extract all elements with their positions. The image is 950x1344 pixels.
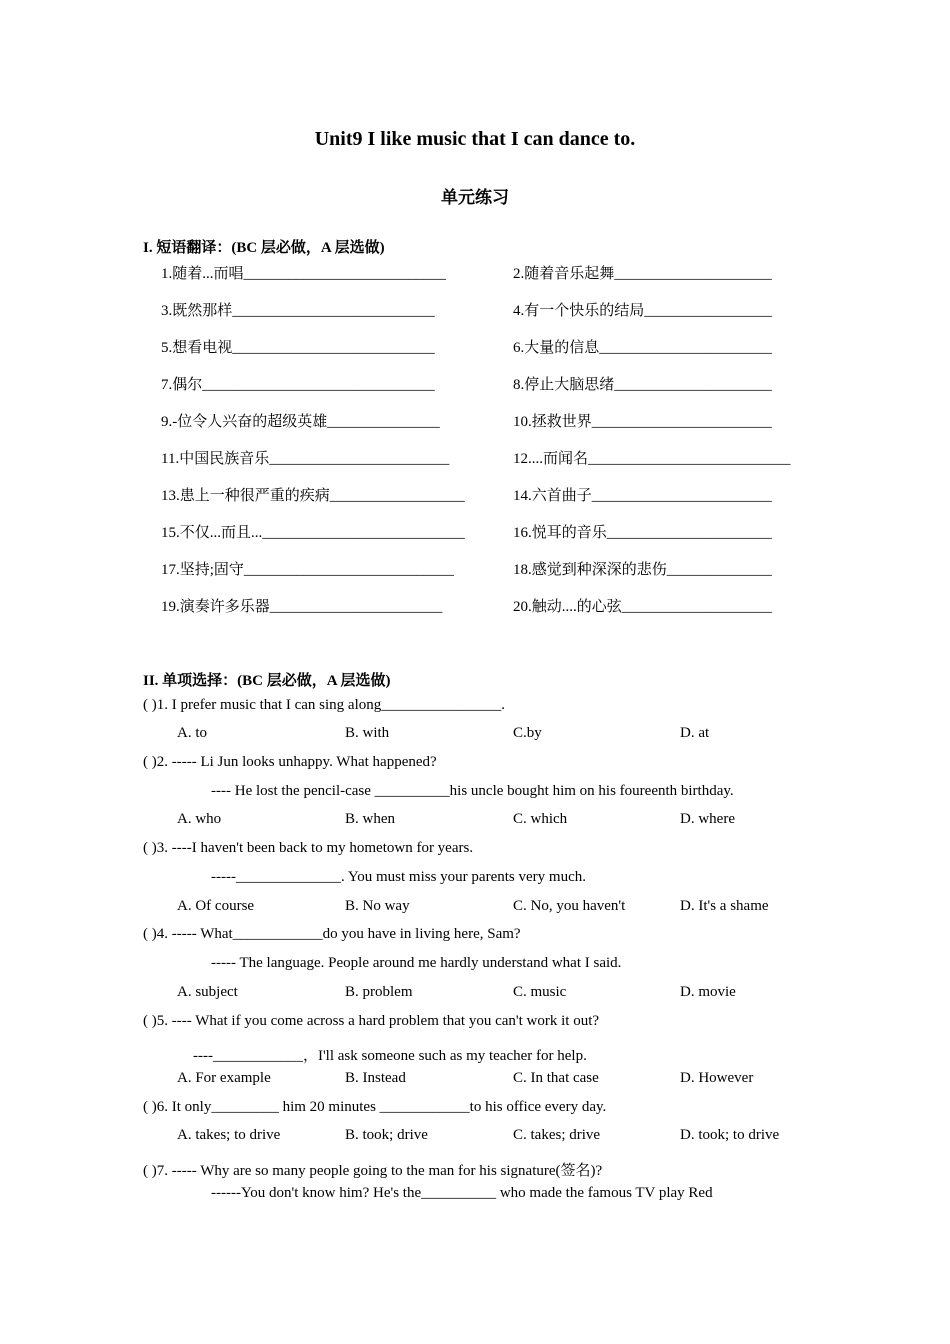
phrase-item: 20.触动....的心弦____________________ — [513, 599, 772, 615]
option-a: A. takes; to drive — [177, 1127, 281, 1143]
option-a: A. Of course — [177, 898, 255, 914]
option-a: A. who — [177, 811, 222, 827]
option-c: C. In that case — [513, 1070, 599, 1086]
option-d: D. However — [680, 1070, 754, 1086]
option-b: B. when — [345, 811, 395, 827]
phrase-item: 3.既然那样___________________________ — [161, 303, 435, 319]
phrase-item: 10.拯救世界________________________ — [513, 414, 772, 430]
phrase-item: 4.有一个快乐的结局_________________ — [513, 303, 772, 319]
option-b: B. took; drive — [345, 1127, 428, 1143]
option-d: D. It's a shame — [680, 898, 769, 914]
question-line2: ----- The language. People around me hardly understand what I said. — [211, 955, 622, 971]
question-stem: ( )2. ----- Li Jun looks unhappy. What happened? — [143, 754, 437, 770]
phrase-item: 9.-位令人兴奋的超级英雄_______________ — [161, 414, 440, 430]
phrase-item: 7.偶尔_______________________________ — [161, 377, 435, 393]
document-subtitle: 单元练习 — [441, 188, 509, 207]
option-a: A. to — [177, 725, 207, 741]
question-stem: ( )5. ---- What if you come across a hard problem that you can't work it out? — [143, 1013, 600, 1029]
phrase-item: 17.坚持;固守____________________________ — [161, 562, 454, 578]
phrase-item: 12....而闻名___________________________ — [513, 451, 791, 467]
section2-heading: II. 单项选择：(BC 层必做，A 层选做) — [143, 673, 391, 689]
question-stem: ( )7. ----- Why are so many people going to the man for his signature(签名)? — [143, 1163, 603, 1179]
phrase-item: 6.大量的信息_______________________ — [513, 340, 772, 356]
section1-heading: I. 短语翻译：(BC 层必做，A 层选做) — [143, 240, 385, 256]
phrase-item: 16.悦耳的音乐______________________ — [513, 525, 772, 541]
document-title: Unit9 I like music that I can dance to. — [314, 128, 636, 150]
phrase-item: 13.患上一种很严重的疾病__________________ — [161, 488, 465, 504]
phrase-item: 5.想看电视___________________________ — [161, 340, 435, 356]
question-stem: ( )4. ----- What____________do you have in living here, Sam? — [143, 926, 521, 942]
question-line2: -----______________. You must miss your parents very much. — [211, 869, 586, 885]
phrase-item: 14.六首曲子________________________ — [513, 488, 772, 504]
phrase-item: 8.停止大脑思绪_____________________ — [513, 377, 772, 393]
option-c: C. No, you haven't — [513, 898, 626, 914]
question-stem: ( )1. I prefer music that I can sing along________________. — [143, 697, 505, 713]
phrase-item: 1.随着...而唱___________________________ — [161, 266, 447, 282]
phrase-item: 11.中国民族音乐________________________ — [161, 451, 450, 467]
question-line2: ---- He lost the pencil-case __________his uncle bought him on his foureenth birthday. — [211, 783, 734, 799]
option-d: D. at — [680, 725, 710, 741]
phrase-item: 2.随着音乐起舞_____________________ — [513, 266, 772, 282]
question-line2: ------You don't know him? He's the__________ who made the famous TV play Red — [211, 1185, 713, 1201]
option-c: C. takes; drive — [513, 1127, 601, 1143]
phrase-item: 15.不仅...而且...___________________________ — [161, 525, 465, 541]
option-b: B. No way — [345, 898, 410, 914]
question-stem: ( )3. ----I haven't been back to my hometown for years. — [143, 840, 474, 856]
option-d: D. took; to drive — [680, 1127, 780, 1143]
option-b: B. with — [345, 725, 390, 741]
option-c: C. music — [513, 984, 567, 1000]
option-a: A. subject — [177, 984, 238, 1000]
question-stem: ( )6. It only_________ him 20 minutes ____________to his office every day. — [143, 1099, 607, 1115]
option-d: D. where — [680, 811, 735, 827]
phrase-item: 18.感觉到种深深的悲伤______________ — [513, 562, 772, 578]
option-b: B. problem — [345, 984, 413, 1000]
question-line2: ----____________，I'll ask someone such as my teacher for help. — [193, 1048, 587, 1064]
option-c: C.by — [513, 725, 542, 741]
option-c: C. which — [513, 811, 568, 827]
option-b: B. Instead — [345, 1070, 406, 1086]
phrase-item: 19.演奏许多乐器_______________________ — [161, 599, 443, 615]
option-d: D. movie — [680, 984, 736, 1000]
option-a: A. For example — [177, 1070, 271, 1086]
